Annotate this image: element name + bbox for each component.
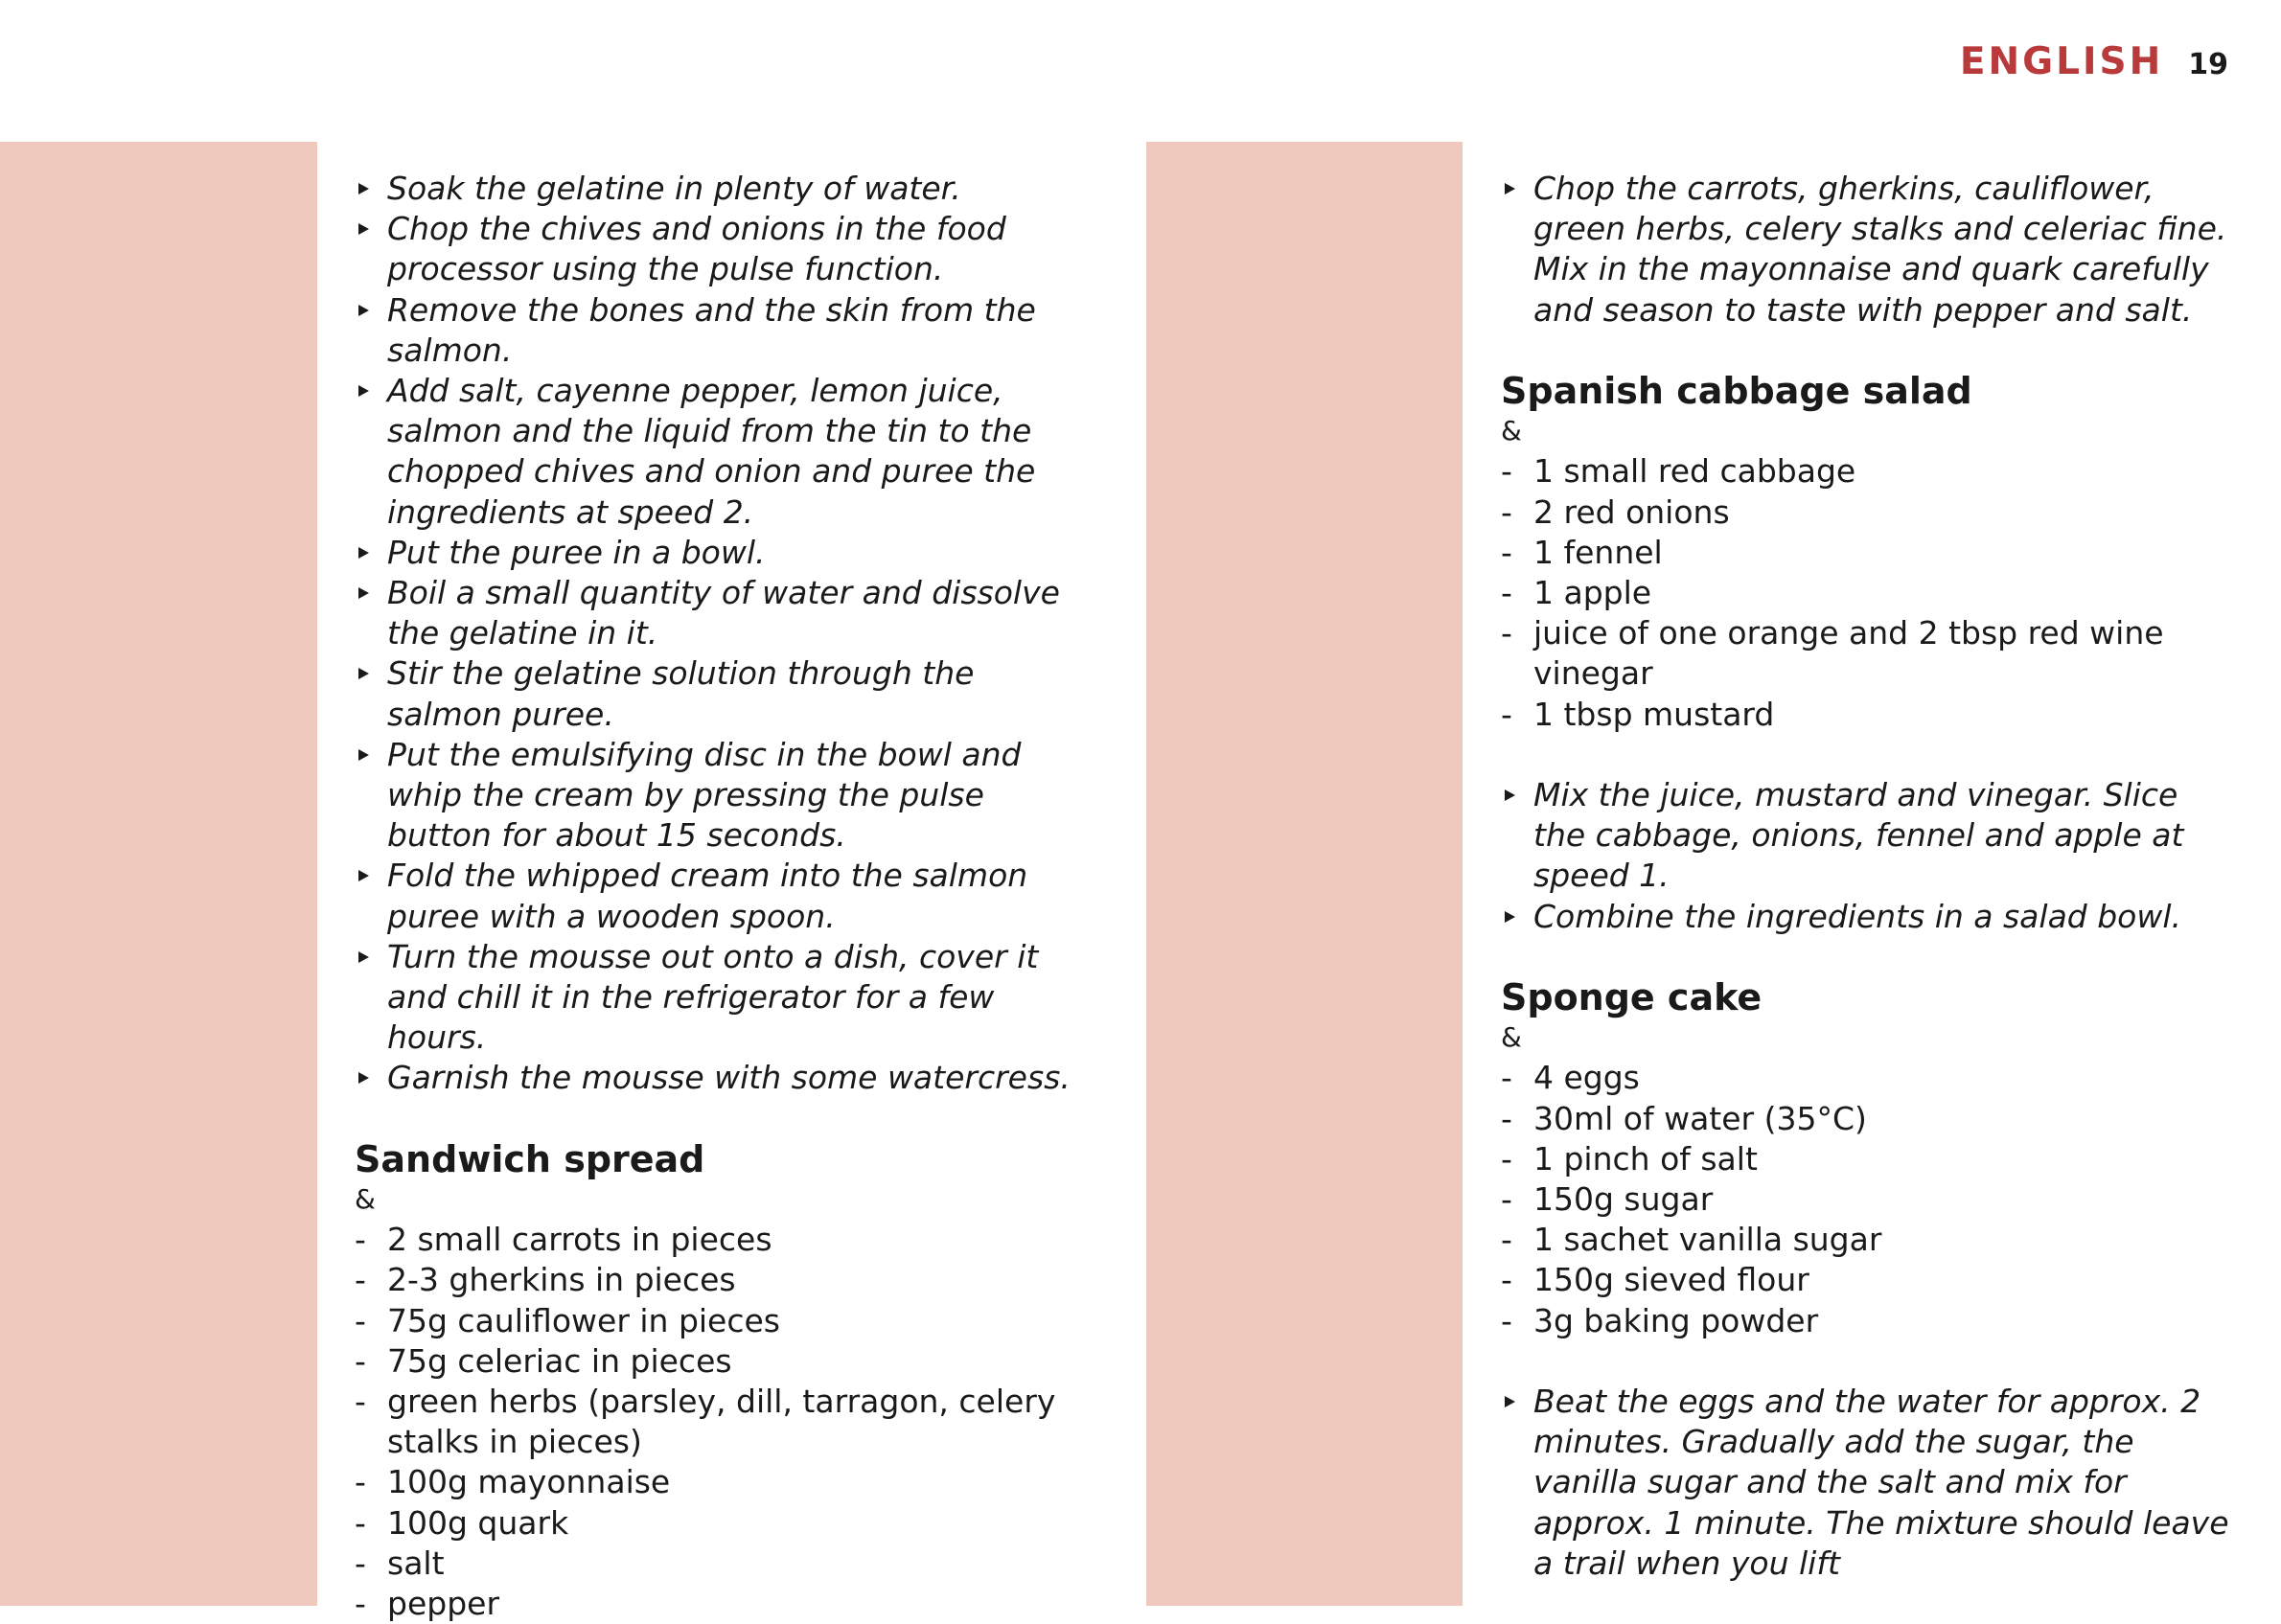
spacer [1501,1341,2229,1382]
ingredient-item: - 150g sugar [1501,1179,2229,1220]
salmon-mousse-steps [355,169,1083,1099]
steps-list [355,169,1083,1099]
steps-list [1501,775,2229,937]
ingredient-item: - 1 small red cabbage [1501,451,2229,492]
ingredient-item: - pepper [355,1584,1083,1624]
ingredient-item: - 100g mayonnaise [355,1462,1083,1502]
sandwich-spread-steps [1501,169,2229,331]
instruction-step: Combine the ingredients in a salad bowl. [1501,897,2229,937]
spanish-cabbage-salad-recipe [1501,371,2229,937]
instruction-step: Garnish the mousse with some watercress. [355,1058,1083,1098]
recipe-title: Sponge cake [1501,976,1763,1018]
instruction-step: Chop the carrots, gherkins, cauliflower, green herbs, celery stalks and celeriac fine. Mix in the mayonnaise and quark carefully and season to taste with pepper and salt. [1501,169,2229,331]
ingredient-item: - 1 apple [1501,573,2229,613]
page-header [1960,40,2228,83]
ingredient-item: - 3g baking powder [1501,1301,2229,1341]
spacer [1501,735,2229,775]
instruction-step: Remove the bones and the skin from the salmon. [355,290,1083,371]
instruction-step: Stir the gelatine solution through the salmon puree. [355,653,1083,734]
instruction-step: Fold the whipped cream into the salmon puree with a wooden spoon. [355,856,1083,936]
left-margin-strip [0,142,317,1606]
ingredient-item: - green herbs (parsley, dill, tarragon, celery stalks in pieces) [355,1382,1083,1462]
ingredient-item: - 75g celeriac in pieces [355,1341,1083,1382]
ingredients-list [355,1220,1083,1624]
instruction-step: Put the puree in a bowl. [355,533,1083,573]
sponge-cake-recipe [1501,977,2229,1584]
ingredients-list [1501,1058,2229,1340]
ingredient-item: - 30ml of water (35°C) [1501,1099,2229,1139]
ingredient-item: - 1 fennel [1501,533,2229,573]
ingredient-item: - 100g quark [355,1503,1083,1544]
ingredient-item: - 4 eggs [1501,1058,2229,1098]
right-column [1501,169,2229,1584]
language-label: ENGLISH [1959,40,2164,83]
instruction-step: Soak the gelatine in plenty of water. [355,169,1083,209]
instruction-step: Add salt, cayenne pepper, lemon juice, salmon and the liquid from the tin to the chopped chives and onion and puree the ingredients at speed 2. [355,371,1083,533]
left-column [355,169,1083,1624]
ingredient-item: - 2 red onions [1501,492,2229,533]
steps-list [1501,1382,2229,1584]
instruction-step: Put the emulsifying disc in the bowl and whip the cream by pressing the pulse button for about 15 seconds. [355,735,1083,857]
sandwich-spread-recipe [355,1139,1083,1624]
recipe-title: Spanish cabbage salad [1501,370,1972,412]
ingredient-item: - 1 tbsp mustard [1501,695,2229,735]
ingredient-item: - 75g cauliflower in pieces [355,1301,1083,1341]
right-margin-strip [1146,142,1463,1606]
serves-icon: & [1501,1021,1522,1054]
instruction-step: Chop the chives and onions in the food processor using the pulse function. [355,209,1083,289]
ingredient-item: - 1 pinch of salt [1501,1139,2229,1179]
serves-icon: & [355,1183,376,1216]
instruction-step: Turn the mousse out onto a dish, cover it and chill it in the refrigerator for a few hours. [355,937,1083,1059]
recipe-title: Sandwich spread [355,1137,705,1180]
ingredient-item: - 150g sieved flour [1501,1260,2229,1300]
instruction-step: Mix the juice, mustard and vinegar. Slice the cabbage, onions, fennel and apple at speed 1. [1501,775,2229,897]
ingredient-item: - 1 sachet vanilla sugar [1501,1220,2229,1260]
instruction-step: Boil a small quantity of water and dissolve the gelatine in it. [355,573,1083,653]
page-number: 19 [2188,48,2228,81]
ingredient-item: - 2-3 gherkins in pieces [355,1260,1083,1300]
instruction-step: Beat the eggs and the water for approx. 2 minutes. Gradually add the sugar, the vanilla sugar and the salt and mix for approx. 1 minute. The mixture should leave a trail when you lift [1501,1382,2229,1584]
ingredient-item: - juice of one orange and 2 tbsp red wine vinegar [1501,613,2229,694]
ingredient-item: - salt [355,1544,1083,1584]
serves-icon: & [1501,415,1522,447]
steps-list [1501,169,2229,331]
ingredients-list [1501,451,2229,734]
ingredient-item: - 2 small carrots in pieces [355,1220,1083,1260]
